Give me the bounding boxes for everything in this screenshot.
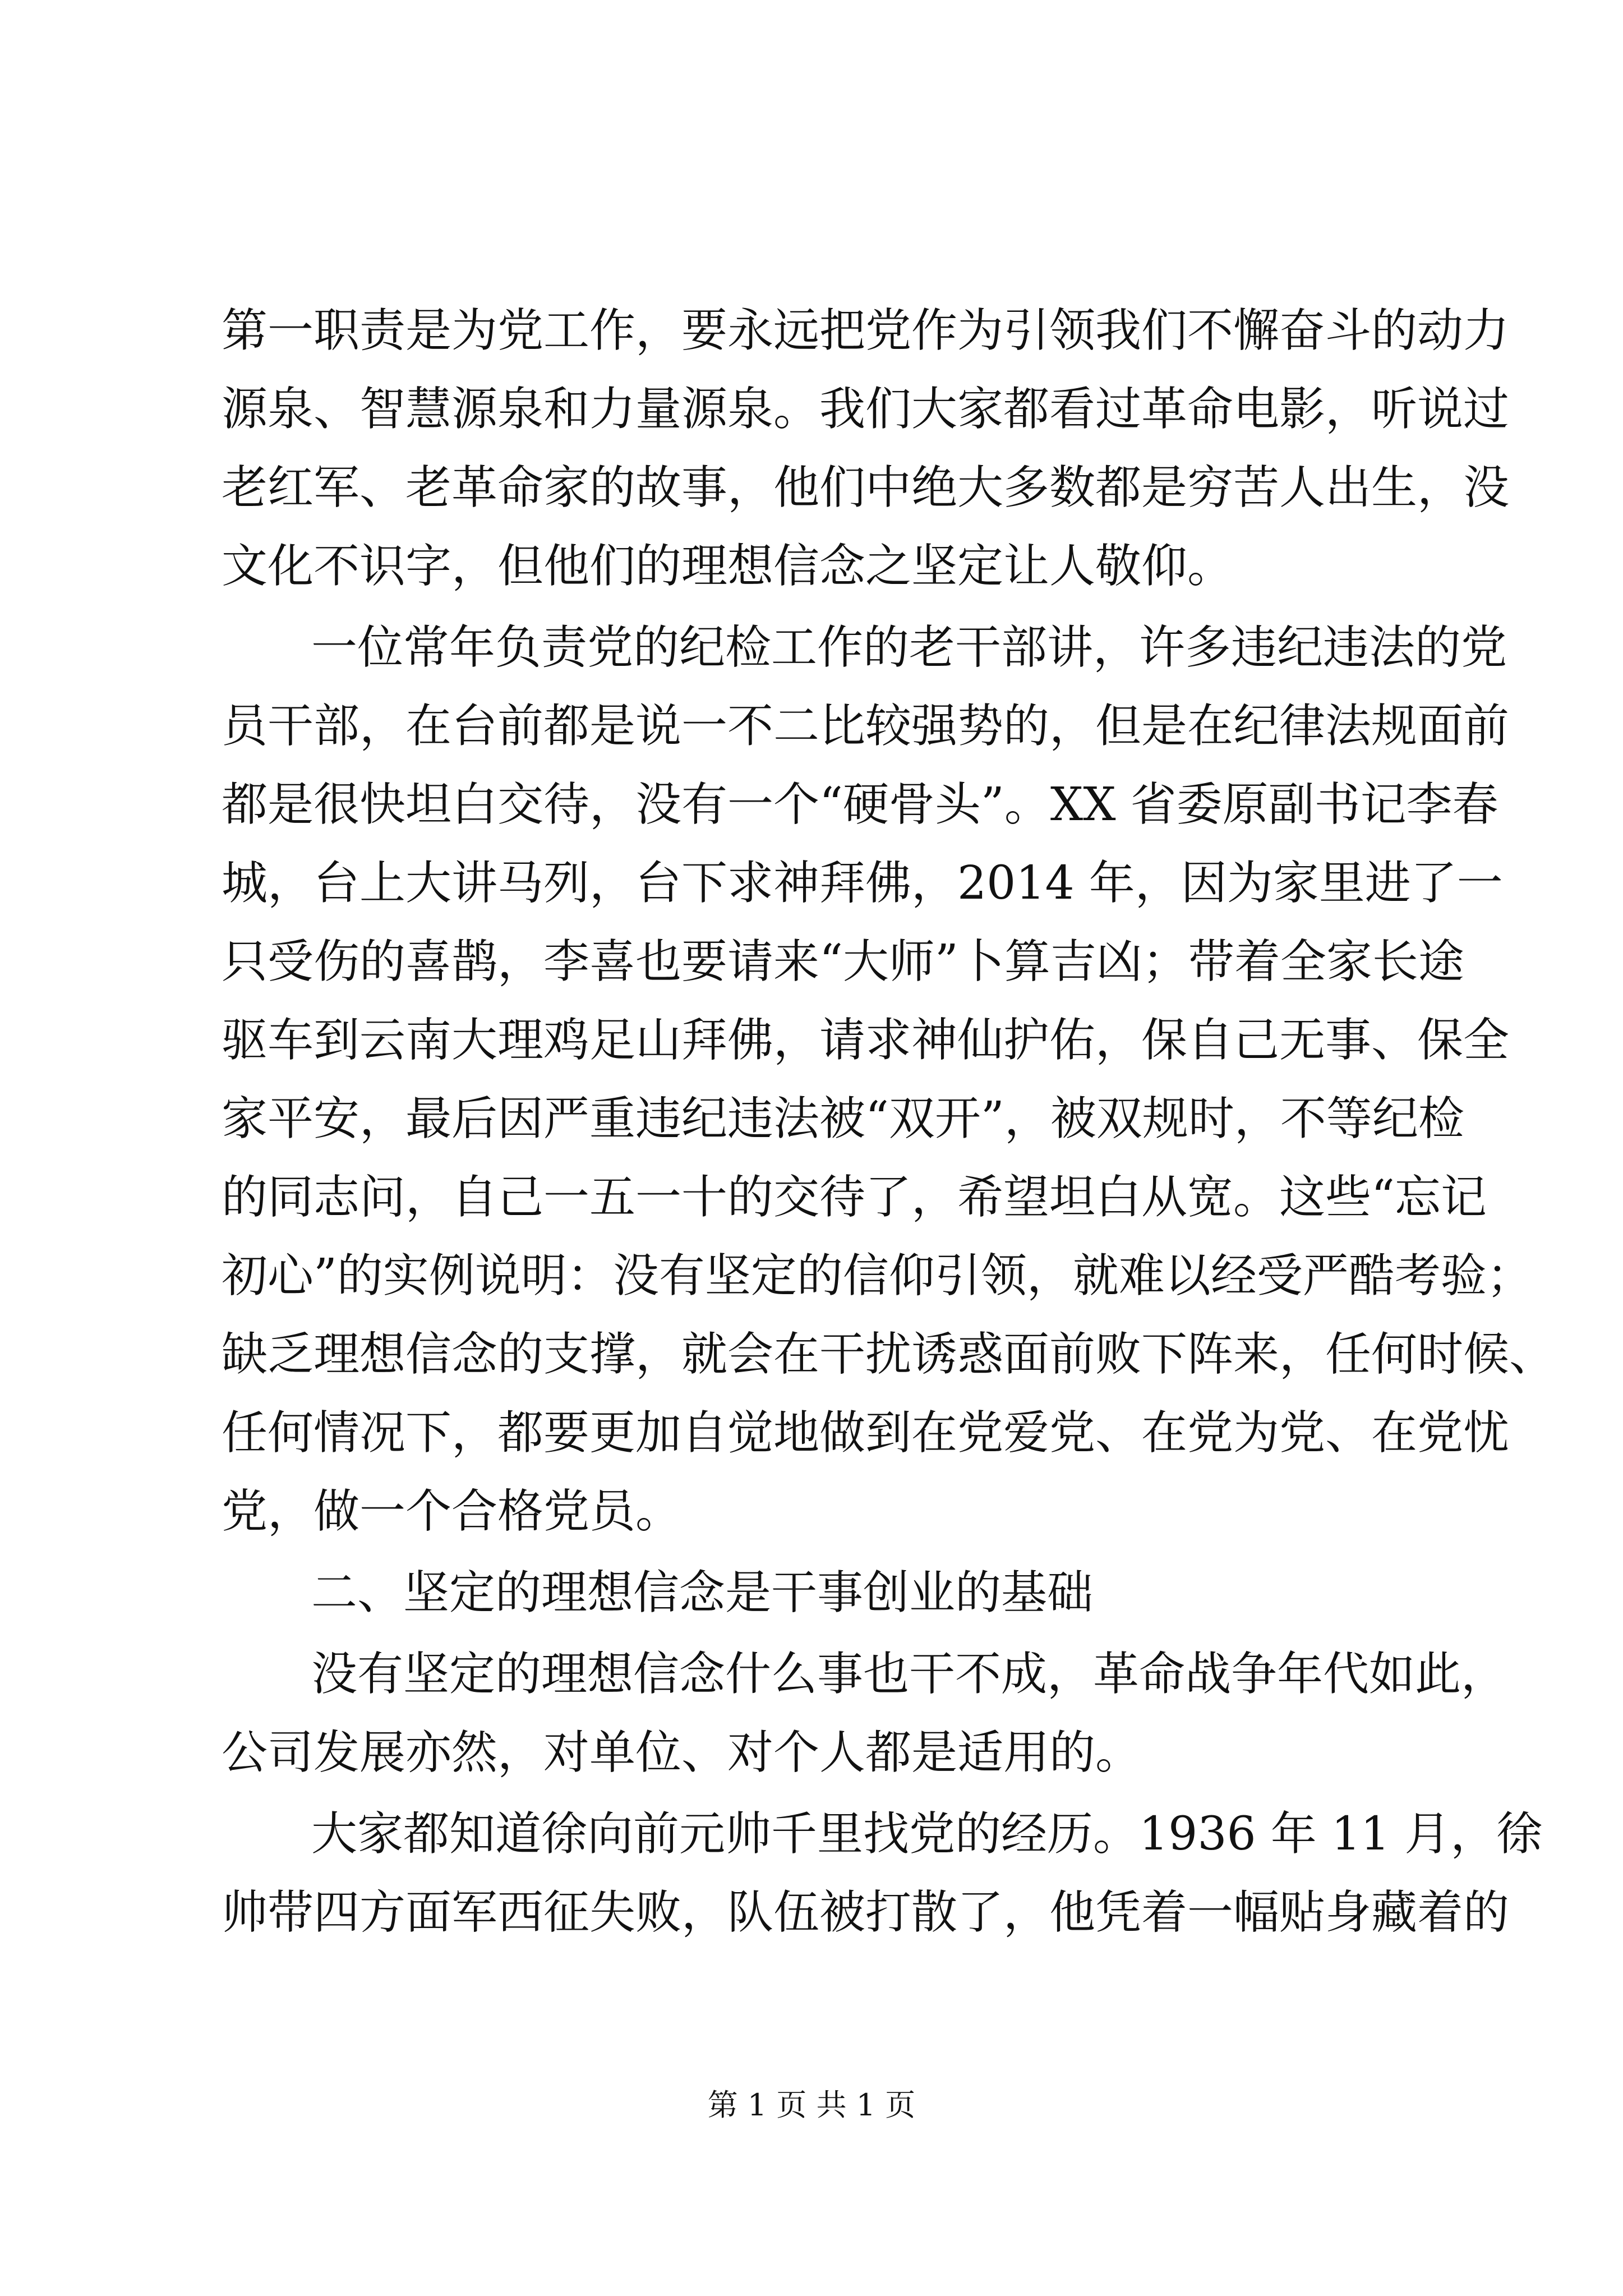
text-line: 的同志问，自己一五一十的交待了，希望坦白从宽。这些“忘记 [222, 1171, 1487, 1224]
text-line: 党，做一个合格党员。 [222, 1485, 682, 1538]
text-line: 公司发展亦然，对单位、对个人都是适用的。 [222, 1726, 1142, 1779]
text-line: 源泉、智慧源泉和力量源泉。我们大家都看过革命电影，听说过 [222, 383, 1510, 436]
text-line: 任何情况下，都要更加自觉地做到在党爱党、在党为党、在党忧 [222, 1406, 1510, 1460]
text-line: 都是很快坦白交待，没有一个“硬骨头”。XX 省委原副书记李春 [222, 778, 1498, 831]
text-line: 老红军、老革命家的故事，他们中绝大多数都是穷苦人出生，没 [222, 461, 1510, 514]
text-line: 家平安，最后因严重违纪违法被“双开”，被双规时，不等纪检 [222, 1092, 1464, 1145]
section-heading: 二、坚定的理想信念是干事创业的基础 [311, 1566, 1094, 1619]
text-line: 城，台上大讲马列，台下求神拜佛，2014 年，因为家里进了一 [222, 857, 1503, 910]
text-line: 初心”的实例说明：没有坚定的信仰引领，就难以经受严酷考验； [222, 1249, 1533, 1303]
page-footer: 第 1 页 共 1 页 [707, 2087, 916, 2123]
text-line: 帅带四方面军西征失败，队伍被打散了，他凭着一幅贴身藏着的 [222, 1886, 1510, 1939]
text-line: 只受伤的喜鹊，李喜也要请来“大师”卜算吉凶；带着全家长途 [222, 935, 1464, 988]
text-line: 员干部，在台前都是说一不二比较强势的，但是在纪律法规面前 [222, 700, 1510, 753]
text-line: 缺乏理想信念的支撑，就会在干扰诱惑面前败下阵来，任何时候、 [222, 1328, 1556, 1381]
text-line: 没有坚定的理想信念什么事也干不成，革命战争年代如此， [311, 1648, 1507, 1701]
text-line: 第一职责是为党工作，要永远把党作为引领我们不懈奋斗的动力 [222, 304, 1510, 357]
text-line: 驱车到云南大理鸡足山拜佛，请求神仙护佑，保自己无事、保全 [222, 1014, 1510, 1067]
text-line: 大家都知道徐向前元帅千里找党的经历。1936 年 11 月，徐 [311, 1807, 1543, 1861]
text-line: 文化不识字，但他们的理想信念之坚定让人敬仰。 [222, 540, 1234, 593]
text-line: 一位常年负责党的纪检工作的老干部讲，许多违纪违法的党 [311, 621, 1507, 674]
